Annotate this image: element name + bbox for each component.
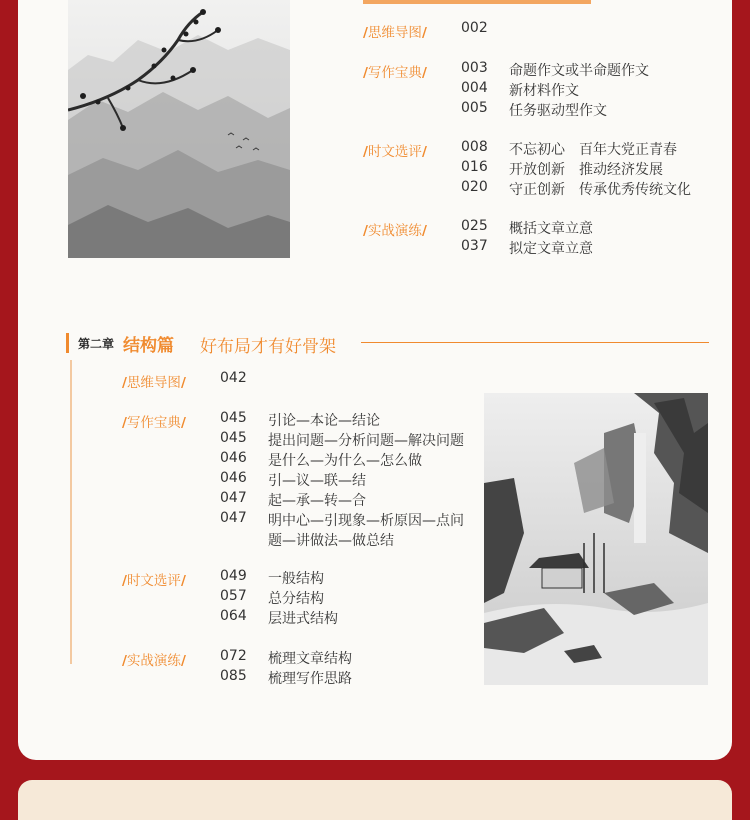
toc-entry[interactable]: 046 是什么—为什么—怎么做 — [220, 450, 422, 469]
toc-entry[interactable]: 072 梳理文章结构 — [220, 648, 352, 667]
tag-writing: /写作宝典/ — [363, 65, 427, 81]
toc-group-practice — [122, 649, 186, 669]
tag-writing: /写作宝典/ — [122, 415, 186, 431]
toc-group-mindmap — [363, 21, 427, 41]
tag-practice: /实战演练/ — [122, 653, 186, 669]
toc-group-writing — [363, 61, 427, 81]
toc-entry[interactable]: 042 — [220, 370, 247, 386]
toc-entry[interactable]: 037 拟定文章立意 — [461, 238, 593, 257]
toc-group-practice — [363, 219, 427, 239]
tag-mindmap: /思维导图/ — [122, 375, 186, 391]
chapter-subtitle: 好布局才有好骨架 — [200, 337, 336, 357]
toc-entry[interactable]: 064 层进式结构 — [220, 608, 338, 627]
toc-entry[interactable]: 045 提出问题—分析问题—解决问题 — [220, 430, 464, 449]
toc-entry[interactable]: 047 起—承—转—合 — [220, 490, 366, 509]
toc-group-essays — [363, 140, 427, 160]
toc-entry[interactable]: 002 — [461, 20, 488, 36]
chapter-number: 第二章 — [78, 337, 115, 351]
tag-practice: /实战演练/ — [363, 223, 427, 239]
toc-entry[interactable]: 045 引论—本论—结论 — [220, 410, 380, 429]
toc-entry[interactable]: 046 引—议—联—结 — [220, 470, 366, 489]
toc-entry[interactable]: 025 概括文章立意 — [461, 218, 593, 237]
chapter-marker — [66, 333, 69, 353]
tag-essays: /时文选评/ — [363, 144, 427, 160]
toc-entry[interactable]: 004 新材料作文 — [461, 80, 579, 99]
toc-entry[interactable]: 020 守正创新 传承优秀传统文化 — [461, 179, 691, 198]
toc-entry[interactable]: 003 命题作文或半命题作文 — [461, 60, 649, 79]
toc-entry[interactable]: 016 开放创新 推动经济发展 — [461, 159, 663, 178]
toc-group-mindmap — [122, 371, 186, 391]
toc-card: /思维导图/ 002 /写作宝典/ 003 命题作文或半命题作文 004 新材料作文 005 任务驱动型作文 /时文选评/ 008 不忘初心 百年大党正青春 016 开放创新 推动经济发展 020 守正创新 传承优秀传统文化 /实战演练/ 025 概括文章立意 037 拟定文章立意 第二章 结构篇 好布局才有好骨架 /思维导图/ 042 /写作宝典/ 045 引论—本论—结论 045 提出问题—分析问题—解决问题 046 是什么—为什么—怎么做 046 引—议—联—结 047 起—承—转—合 047 明中心—引现象—析原因—点问 题—讲做法—做总结 /时文选评/ 049 一般结构 057 总分结构 064 层进式结构 /实战演练/ 072 梳理文章结构 085 梳理写作思路 — [18, 0, 732, 760]
toc-entry[interactable]: 047 明中心—引现象—析原因—点问 — [220, 510, 464, 529]
chapter-name: 结构篇 — [123, 336, 174, 356]
tag-mindmap: /思维导图/ — [363, 25, 427, 41]
toc-entry[interactable]: 005 任务驱动型作文 — [461, 100, 607, 119]
chapter1-title-bar — [363, 0, 591, 4]
ink-painting-plum-mountains — [68, 0, 290, 258]
next-page-card — [18, 780, 732, 820]
toc-entry[interactable]: 057 总分结构 — [220, 588, 324, 607]
toc-group-essays — [122, 569, 186, 589]
ink-painting-waterfall-pavilion — [484, 393, 708, 685]
toc-group-writing — [122, 411, 186, 431]
tag-essays: /时文选评/ — [122, 573, 186, 589]
chapter-vertical-rule — [70, 360, 72, 664]
toc-entry[interactable]: 008 不忘初心 百年大党正青春 — [461, 139, 677, 158]
chapter-divider — [361, 342, 709, 343]
toc-entry[interactable]: 049 一般结构 — [220, 568, 324, 587]
toc-entry[interactable]: 085 梳理写作思路 — [220, 668, 352, 687]
